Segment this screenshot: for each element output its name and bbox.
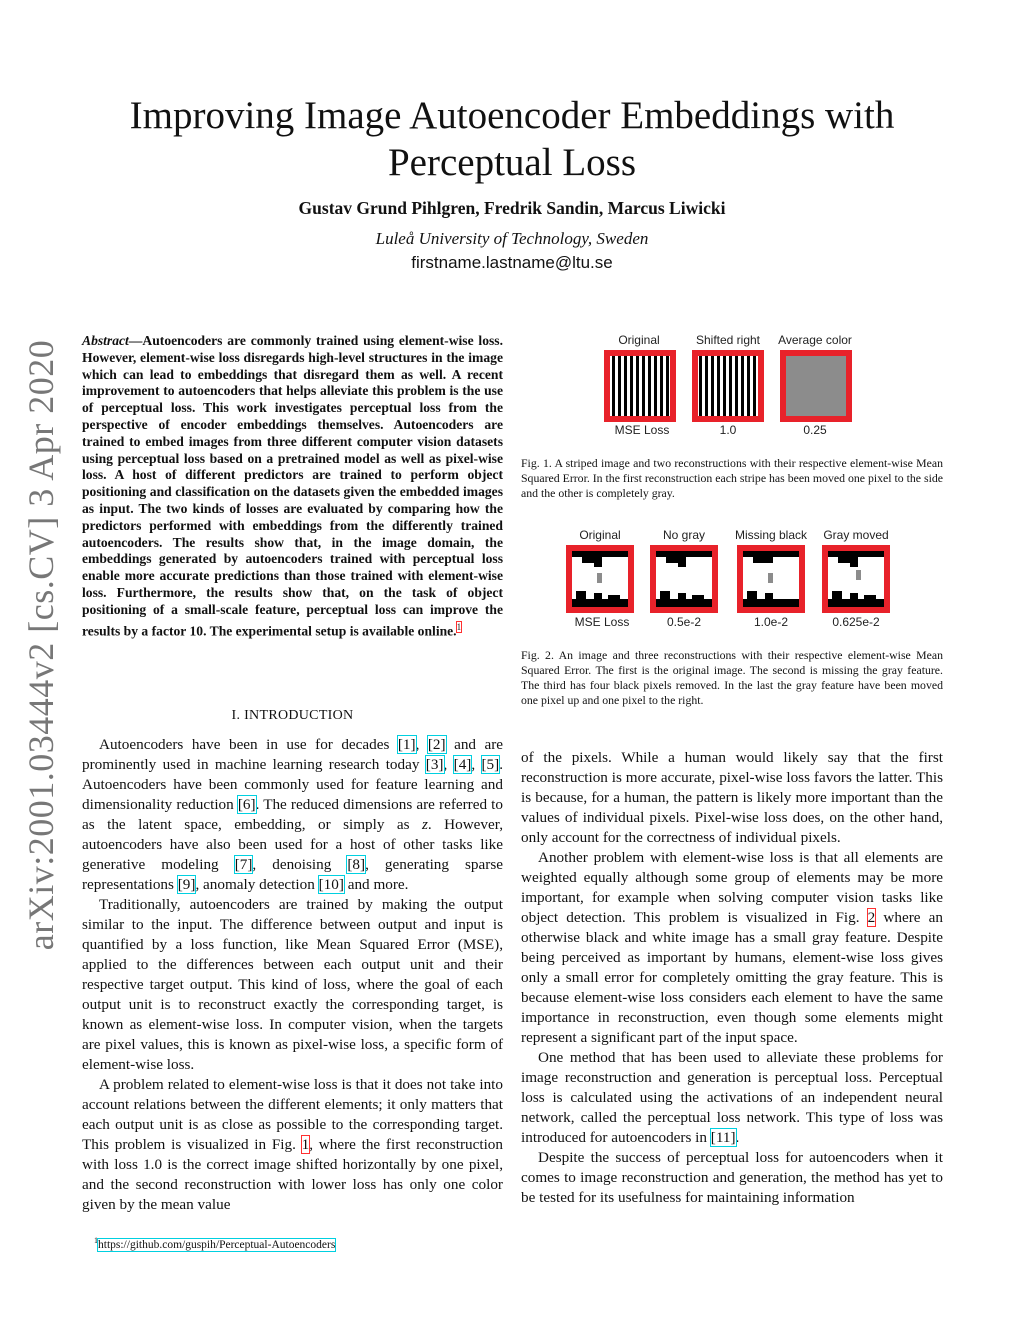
fig2-value-gray-moved: 0.625e-2	[832, 615, 880, 629]
fig2-bottom-step	[864, 595, 876, 599]
fig1-gray-fill	[786, 356, 846, 416]
fig1-stripe	[648, 356, 651, 416]
fig1-stripe	[717, 356, 720, 416]
fig2-gray-feature	[768, 573, 773, 583]
fig1-stripe	[660, 356, 663, 416]
fig1-caption: Fig. 1. A striped image and two reconstructions with their respective element-wise Mean Squared Error. In the first reconstruction each stripe has been moved one pixel to the side and the other is completely gray.	[521, 456, 943, 500]
citation-link[interactable]: [5]	[481, 756, 500, 773]
fig1-stripe	[705, 356, 708, 416]
intro-paragraph-2: Traditionally, autoencoders are trained by making the output similar to the input. The difference between output and input is quantified by a loss function, like Mean Squared Error (MSE), applied to the differences between each output unit and their respective target output. This kind of loss, where the goal of each output unit is to reconstruct exactly the corresponding target, is known as element-wise loss. In computer vision, when the targets are pixel values, this is known as pixel-wise loss, a specific form of element-wise loss.	[82, 896, 503, 1073]
fig2-bottom-step	[692, 595, 704, 599]
affiliation: Luleå University of Technology, Sweden	[375, 229, 649, 248]
figure-2	[560, 525, 900, 635]
fig2-gray-feature	[856, 570, 861, 580]
fig1-stripe	[729, 356, 732, 416]
fig2-top-block	[753, 557, 773, 563]
abstract-label: Abstract—	[82, 333, 143, 348]
fig1-value-shifted: 1.0	[719, 423, 737, 437]
citation-link[interactable]: [2]	[427, 736, 446, 753]
citation-link[interactable]: [6]	[237, 796, 256, 813]
citation-link[interactable]: [7]	[234, 856, 253, 873]
figure-ref-link[interactable]: 2	[867, 909, 876, 926]
fig2-bottom-step	[608, 595, 620, 599]
intro-paragraph-1: Autoencoders have been in use for decades [1], [2] and are prominently used in machine learning research today [3], [4], [5]. Autoencoders have been commonly used for feature learning and dimensionality reduction [6]. The reduced dimensions are referred to as the latent space, embedding, or simply as z. However, autoencoders have also been used for a host of other tasks like generative modeling [7], denoising [8], generating sparse representations [9], anomaly detection [10] and more.	[82, 736, 504, 893]
fig2-value-no-gray: 0.5e-2	[666, 615, 702, 629]
fig2-top-band	[743, 551, 799, 557]
figure-1	[600, 330, 860, 440]
figure-ref-link[interactable]: 1	[301, 1136, 310, 1153]
fig2-top-band	[572, 551, 628, 557]
fig2-label-no-gray: No gray	[662, 528, 706, 542]
citation-link[interactable]: [9]	[177, 876, 196, 893]
fig2-row-label: MSE Loss	[574, 615, 630, 629]
citation-link[interactable]: [4]	[453, 756, 472, 773]
fig2-top-block	[666, 557, 686, 563]
intro-right-paragraph-3: One method that has been used to alleviate these problems for image reconstruction and generation is perceptual loss. Perceptual loss is calculated using the activations of an independent neural network, called the perceptual loss network. This type of loss was introduced for autoencoders in [11].	[521, 1049, 943, 1146]
fig1-stripe	[630, 356, 633, 416]
fig2-panels	[566, 545, 890, 613]
citation-link[interactable]: [8]	[347, 856, 366, 873]
fig2-top-block	[582, 557, 602, 563]
fig2-value-missing-black: 1.0e-2	[753, 615, 789, 629]
fig2-top-block	[838, 557, 858, 563]
fig1-label-average: Average color	[778, 333, 852, 347]
fig1-stripe	[747, 356, 750, 416]
fig2-bottom-block	[594, 593, 602, 599]
fig2-top-band	[656, 551, 712, 557]
paper-title	[60, 92, 964, 186]
abstract-footnote-link[interactable]: 1	[456, 621, 462, 632]
citation-link[interactable]: [3]	[425, 756, 444, 773]
fig1-value-average: 0.25	[803, 423, 827, 437]
authors: Gustav Grund Pihlgren, Fredrik Sandin, Marcus Liwicki	[298, 198, 726, 218]
fig1-label-shifted: Shifted right	[695, 333, 761, 347]
citation-link[interactable]: [1]	[397, 736, 416, 753]
fig2-bottom-block	[850, 593, 858, 599]
arxiv-side-stamp: arXiv:2001.03444v2 [cs.CV] 3 Apr 2020	[21, 339, 61, 951]
fig2-bottom-band	[656, 599, 712, 607]
fig2-caption: Fig. 2. An image and three reconstructions with their respective element-wise Mean Squared Error. The first is the original image. The second is missing the gray feature. The third has four black pixels removed. In the last the gray feature have been moved one pixel up and one pixel to the right.	[521, 648, 943, 707]
latent-symbol: z	[421, 816, 428, 833]
fig1-label-original: Original	[618, 333, 660, 347]
intro-right-paragraph-1: of the pixels. While a human would likely say that the first reconstruction is more accurate, pixel-wise loss favors the latter. This is because, for a human, the pattern is likely more important than the values of individual pixels. Pixel-wise loss does, on the other hand, only account for the correctness of individual pixels.	[521, 749, 943, 846]
fig1-stripe	[666, 356, 669, 416]
title-line-1: Improving Image Autoencoder Embeddings with	[129, 94, 895, 137]
fig2-label-gray-moved: Gray moved	[823, 528, 889, 542]
intro-left-column	[82, 735, 503, 1215]
section-number: I.	[231, 708, 241, 723]
fig2-bottom-block	[576, 591, 586, 599]
footnote-mark: 1	[94, 1236, 98, 1245]
abstract	[82, 333, 503, 640]
citation-link[interactable]: [11]	[710, 1129, 736, 1146]
fig2-bottom-block	[660, 591, 670, 599]
fig2-label-missing-black: Missing black	[734, 528, 808, 542]
section-title: INTRODUCTION	[244, 708, 354, 723]
fig2-top-step	[850, 563, 858, 567]
fig1-stripe	[741, 356, 744, 416]
fig2-top-step	[678, 563, 686, 567]
fig2-label-original: Original	[579, 528, 621, 542]
intro-right-column	[521, 748, 943, 1208]
fig1-stripe	[618, 356, 621, 416]
fig2-bottom-band	[572, 599, 628, 607]
abstract-text: Autoencoders are commonly trained using element-wise loss. However, element-wise loss disregards high-level structures in the image which can lead to embeddings that disregard them as well. A recent improvement to autoencoders that helps alleviate this problem is the use of perceptual loss. This work investigates perceptual loss from the perspective of encoder embeddings themselves. Autoencoders are trained to embed images from three different computer vision datasets using perceptual loss based on a pretrained model as well as pixel-wise loss. A host of different predictors are trained to perform object positioning and classification on the datasets given the embedded images as input. The two kinds of losses are evaluated by comparing how the predictors performed with embeddings from the differently trained autoencoders. The results show that, in the image domain, the embeddings generated by autoencoders trained with perceptual loss enable more accurate predictions than those trained with element-wise loss. Furthermore, the results show that, on the task of object positioning of a small-scale feature, perceptual loss can improve the results by a factor 10. The experimental setup is available online.	[82, 333, 503, 639]
fig2-bottom-block	[832, 591, 842, 599]
fig2-bottom-block	[747, 591, 757, 599]
section-heading-introduction	[82, 708, 503, 724]
citation-link[interactable]: [10]	[318, 876, 344, 893]
footnote-url-link[interactable]: https://github.com/guspih/Perceptual-Autoencoders	[98, 1238, 336, 1251]
fig2-bottom-block	[765, 593, 773, 599]
fig1-stripe	[735, 356, 738, 416]
fig2-bottom-band	[743, 599, 799, 607]
fig2-bottom-band	[828, 599, 884, 607]
fig1-stripe	[636, 356, 639, 416]
fig1-stripe	[612, 356, 615, 416]
footnote	[94, 1236, 335, 1251]
fig1-stripe	[624, 356, 627, 416]
fig1-stripe	[711, 356, 714, 416]
email: firstname.lastname@ltu.se	[411, 253, 613, 272]
fig1-stripe	[654, 356, 657, 416]
fig1-row-label: MSE Loss	[614, 423, 670, 437]
fig2-gray-feature	[597, 573, 602, 583]
fig1-stripe	[723, 356, 726, 416]
title-line-2: Perceptual Loss	[387, 141, 636, 184]
intro-right-paragraph-2: Another problem with element-wise loss is that all elements are weighted equally although some group of elements may be more important, for example when solving computer vision tasks like object detection. This problem is visualized in Fig. 2 where an otherwise black and white image has a small gray feature. Despite being perceived as important by humans, element-wise loss gives only a small error for completely omitting the gray feature. This is because element-wise loss considers each element to have the same importance in reconstruction, even though some elements might represent a significant part of the input space.	[521, 849, 943, 1046]
fig1-stripe	[753, 356, 756, 416]
fig2-top-band	[828, 551, 884, 557]
fig1-stripe	[642, 356, 645, 416]
intro-right-paragraph-4: Despite the success of perceptual loss for autoencoders when it comes to image reconstruction and generation, the method has yet to be tested for its usefulness for maintaining information	[521, 1149, 943, 1206]
intro-paragraph-3: A problem related to element-wise loss is that it does not take into account relations between the different elements; it only matters that each output unit is as close as possible to the corresponding target. This problem is visualized in Fig. 1, where the first reconstruction with loss 1.0 is the correct image shifted horizontally by one pixel, and the second reconstruction with lower loss has only one color given by the mean value	[82, 1076, 503, 1213]
fig2-bottom-block	[678, 593, 686, 599]
fig1-stripe	[699, 356, 702, 416]
fig2-top-step	[594, 563, 602, 567]
